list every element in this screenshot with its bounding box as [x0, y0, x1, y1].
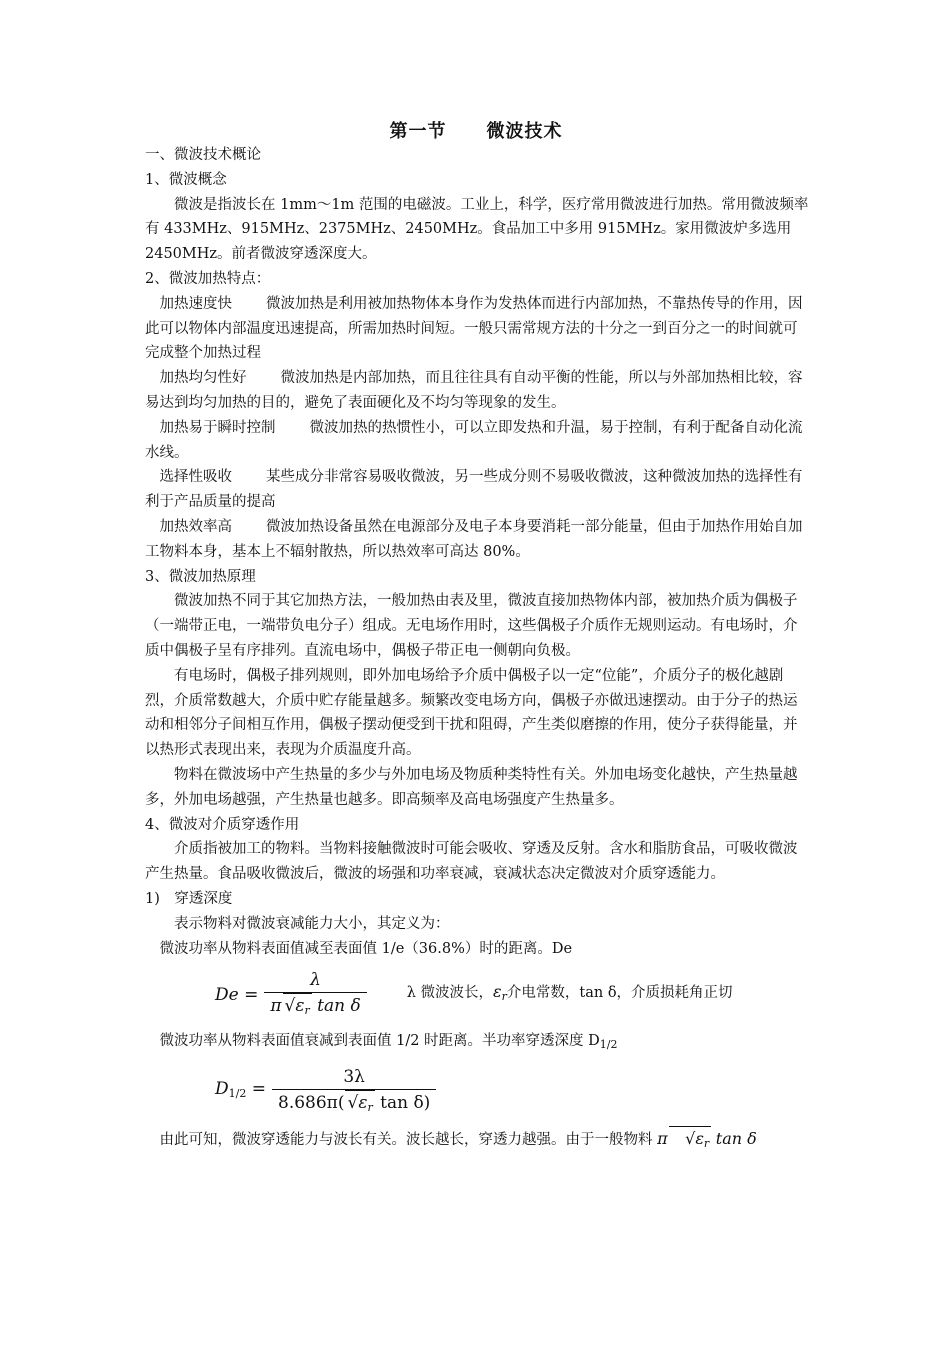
formula-half-denominator: 8.686π( $√\varepsilon_r$ tan δ) [272, 1089, 436, 1120]
formula-half-lhs: $D_{1/2}$ = [215, 1079, 266, 1101]
sqrt-symbol: $√\varepsilon_r$ [669, 1126, 712, 1157]
feature-item [145, 416, 810, 466]
feature-name: 选择性吸收 [159, 469, 232, 486]
document-body [145, 143, 810, 1157]
formula-half-fraction [272, 1065, 436, 1120]
feature-text: 某些成分非常容易吸收微波，另一些成分则不易吸收微波，这种微波加热的选择性有利于产品质量的提高 [145, 469, 803, 511]
formula-de [145, 967, 810, 1023]
tan-delta: tan δ [317, 995, 361, 1016]
page-title [0, 117, 952, 143]
title-section-number: 第一节 [389, 121, 447, 142]
heading-heating-features: 2、微波加热特点： [145, 270, 271, 287]
formula-de-denominator [264, 992, 366, 1023]
feature-item [145, 292, 810, 366]
pi-symbol: π [270, 995, 282, 1016]
title-section-name: 微波技术 [486, 121, 563, 142]
feature-text: 微波加热设备虽然在电源部分及电子本身要消耗一部分能量，但由于加热作用始自加工物料本身，基本上不辐射散热，所以热效率可高达 80%。 [145, 518, 803, 560]
paragraph-penetration: 介质指被加工的物料。当物料接触微波时可能会吸收、穿透及反射。含水和脂肪食品，可吸收微波产生热量。食品吸收微波后，微波的场强和功率衰减，衰减状态决定微波对介质穿透能力。 [145, 841, 798, 883]
formula-de-fraction [264, 968, 366, 1023]
epsilon-subscript: r [304, 1003, 310, 1017]
paragraph-principle-1: 微波加热不同于其它加热方法，一般加热由表及里，微波直接加热物体内部，被加热介质为偶极子（一端带正电，一端带负电分子）组成。无电场作用时，这些偶极子介质作无规则运动。有电场时，介质中偶极子呈有序排列。直流电场中，偶极子带正电一侧朝向负极。 [145, 593, 798, 659]
paragraph-half-power: 微波功率从物料表面值衰减到表面值 1/2 时距离。半功率穿透深度 $D_{1/2}$ [159, 1033, 618, 1052]
feature-item [145, 366, 810, 416]
heading-penetration: 4、微波对介质穿透作用 [145, 816, 300, 833]
feature-item [145, 465, 810, 515]
formula-de-lhs: De = [215, 984, 259, 1005]
sqrt-symbol: $√\varepsilon_r$ [283, 993, 312, 1023]
feature-name: 加热效率高 [159, 518, 232, 535]
epsilon-symbol: ε [295, 995, 305, 1016]
paragraph-definition: 表示物料对微波衰减能力大小，其定义为： [174, 915, 450, 932]
feature-name: 加热易于瞬时控制 [159, 419, 276, 436]
formula-half-numerator: 3λ [343, 1066, 365, 1087]
feature-name: 加热速度快 [159, 295, 232, 312]
paragraph-principle-3: 物料在微波场中产生热量的多少与外加电场及物质种类特性有关。外加电场变化越快，产生热量越多，外加电场越强，产生热量也越多。即高频率及高电场强度产生热量多。 [145, 766, 798, 808]
heading-overview: 一、微波技术概论 [145, 147, 261, 163]
heading-penetration-depth: 1) 穿透深度 [145, 890, 233, 907]
feature-text: 微波加热是利用被加热物体本身作为发热体而进行内部加热，不靠热传导的作用，因此可以物体内部温度迅速提高，所需加热时间短。一般只需常规方法的十分之一到百分之一的时间就可完成整个加热过程 [145, 295, 803, 362]
paragraph-de-definition: 微波功率从物料表面值减至表面值 1/e（36.8%）时的距离。De [159, 940, 573, 957]
formula-half-power [145, 1064, 810, 1120]
feature-text: 微波加热的热惯性小，可以立即发热和升温，易于控制，有利于配备自动化流水线。 [145, 419, 803, 461]
paragraph-principle-2: 有电场时，偶极子排列规则，即外加电场给予介质中偶极子以一定“位能”，介质分子的极化越剧烈，介质常数越大，介质中贮存能量越多。频繁改变电场方向，偶极子亦做迅速摆动。由于分子的热运动和相邻分子间相互作用，偶极子摆动便受到干扰和阻碍，产生类似磨擦的作用，使分子获得能量，并以热形式表现出来，表现为介质温度升高。 [145, 667, 798, 759]
feature-name: 加热均匀性好 [159, 370, 247, 387]
heading-microwave-concept: 1、微波概念 [145, 171, 227, 188]
heading-heating-principle: 3、微波加热原理 [145, 568, 256, 585]
formula-de-description: λ 微波波长，$\varepsilon_r$介电常数，tan δ，介质损耗角正切 [406, 982, 733, 1004]
sqrt-symbol: $√\varepsilon_r$ [345, 1090, 374, 1120]
paragraph-microwave-concept: 微波是指波长在 1mm～1m 范围的电磁波。工业上，科学，医疗常用微波进行加热。常用微波频率有 433MHz、915MHz、2375MHz、2450MHz。食品加工中多用 915MHz。家用微波炉多选用 2450MHz。前者微波穿透深度大。 [145, 196, 809, 263]
formula-de-numerator: λ [310, 969, 321, 990]
feature-item [145, 515, 810, 565]
feature-text: 微波加热是内部加热，而且往往具有自动平衡的性能，所以与外部加热相比较，容易达到均匀加热的目的，避免了表面硬化及不均匀等现象的发生。 [145, 370, 803, 411]
paragraph-closing: 由此可知，微波穿透能力与波长有关。波长越长，穿透力越强。由于一般物料 π $√\varepsilon_r$ tan δ [145, 1126, 810, 1157]
